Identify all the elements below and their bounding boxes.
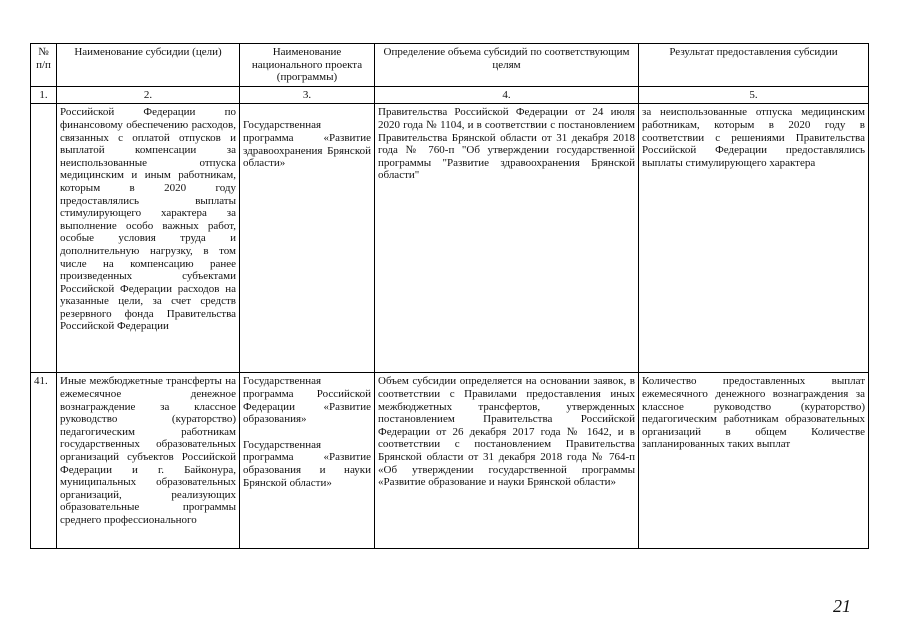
table-row [31, 104, 869, 373]
header-definition: Определение объема субсидий по соответствующим целям [375, 44, 639, 87]
header-row [31, 44, 869, 87]
subsidy-table [30, 43, 869, 549]
row-num: 41. [31, 373, 57, 549]
column-number-row [31, 86, 869, 104]
header-project: Наименование национального проекта (программы) [240, 44, 375, 87]
row-result: Количество предоставленных выплат ежемесячного денежного вознаграждения за классное руководство (кураторство) педагогическим работникам образовательных организаций в общем Количестве запланированных таких выплат [639, 373, 869, 549]
column-number: 3. [240, 86, 375, 104]
column-number: 5. [639, 86, 869, 104]
column-number: 4. [375, 86, 639, 104]
project-entry: Государственная программа Российской Федерации «Развитие образования» [243, 375, 371, 426]
row-definition: Объем субсидии определяется на основании заявок, в соответствии с Правилами предоставления иных межбюджетных трансфертов, утвержденных постановлением Правительства Российской Федерации от 26 декабря 2017 года № 1642, и в соответствии с постановлением Правительства Брянской области от 31 декабря 2018 года № 764-п «Об утверждении государственной программы «Развитие образование и науки Брянской области» [375, 373, 639, 549]
row-project [240, 373, 375, 549]
row-name: Российской Федерации по финансовому обеспечению расходов, связанных с оплатой отпусков и выплатой компенсации за неиспользованные отпуска медицинским и иным работникам, которым в 2020 году предоставлялись выплаты стимулирующего характера за выполнение особо важных работ, особые условия труда и дополнительную нагрузку, в том числе на компенсацию ранее произведенных субъектами Российской Федерации расходов на указанные цели, за счет средств резервного фонда Правительства Российской Федерации [57, 104, 240, 373]
row-result: за неиспользованные отпуска медицинским работникам, которым в 2020 году в соответствии с решениями Правительства Российской Федерации предоставлялись выплаты стимулирующего характера [639, 104, 869, 373]
page-number: 21 [833, 596, 851, 616]
header-num: № п/п [31, 44, 57, 87]
row-project [240, 104, 375, 373]
column-number: 2. [57, 86, 240, 104]
project-entry: Государственная программа «Развитие образования и науки Брянской области» [243, 438, 371, 489]
row-definition: Правительства Российской Федерации от 24 июля 2020 года № 1104, и в соответствии с постановлением Правительства Брянской области от 31 декабря 2018 года № 760-п "Об утверждении государственной программы "Развитие здравоохранения Брянской области" [375, 104, 639, 373]
header-result: Результат предоставления субсидии [639, 44, 869, 87]
table-row [31, 373, 869, 549]
header-name: Наименование субсидии (цели) [57, 44, 240, 87]
row-num [31, 104, 57, 373]
column-number: 1. [31, 86, 57, 104]
row-name: Иные межбюджетные трансферты на ежемесячное денежное вознаграждение за классное руководство (кураторство) педагогическим работникам государственных образовательных организаций субъектов Российской Федерации и г. Байконура, муниципальных образовательных организаций, реализующих образовательные программы среднего профессионального [57, 373, 240, 549]
project-entry: Государственная программа «Развитие здравоохранения Брянской области» [243, 119, 371, 170]
